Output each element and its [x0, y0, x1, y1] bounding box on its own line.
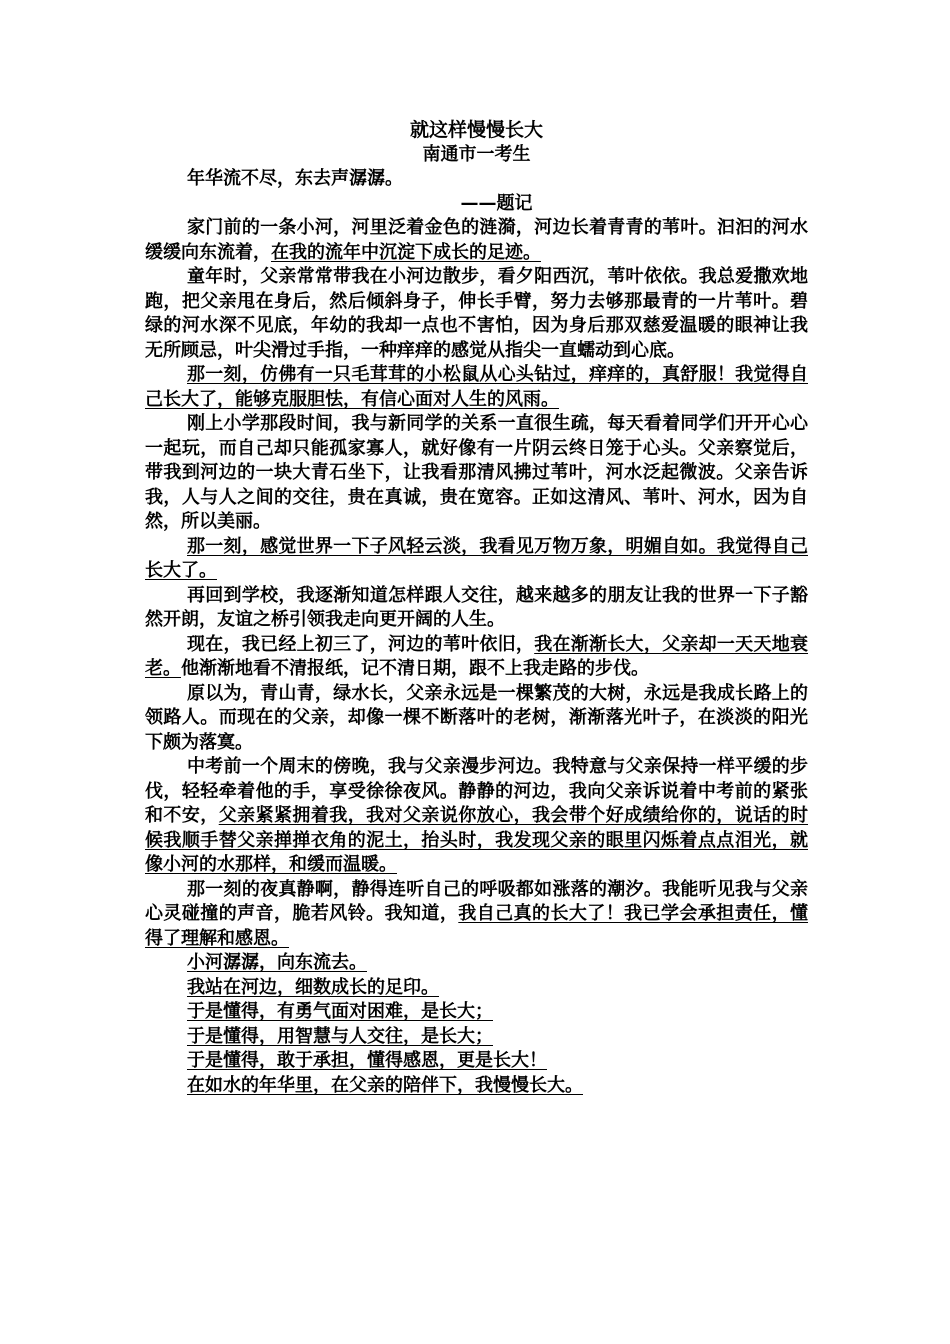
body-paragraph — [145, 265, 808, 363]
paragraph-text: 童年时，父亲常常带我在小河边散步，看夕阳西沉，苇叶依依。我总爱撒欢地跑，把父亲甩在身后，然后倾斜身子，伸长手臂，努力去够那最青的一片苇叶。碧绿的河水深不见底，年幼的我却一点也不害怕，因为身后那双慈爱温暖的眼神让我无所顾忌，叶尖滑过手指，一种痒痒的感觉从指尖一直蠕动到心底。 — [145, 266, 808, 361]
poem-line-row — [145, 1000, 808, 1025]
paragraph-text: 原以为，青山青，绿水长，父亲永远是一棵繁茂的大树，永远是我成长路上的领路人。而现在的父亲，却像一棵不断落叶的老树，渐渐落光叶子，在淡淡的阳光下颇为落寞。 — [145, 682, 808, 753]
paragraph-text: 那一刻的夜真静啊，静得连听自己的呼吸都如涨落的潮汐。我能听见我与父亲心灵碰撞的声音，脆若风铃。我知道， — [145, 878, 808, 924]
body-paragraph — [145, 584, 808, 633]
poem-line: 于是懂得，敢于承担，懂得感恩，更是长大！ — [187, 1050, 547, 1071]
body-paragraph — [145, 535, 808, 584]
underlined-text: 那一刻，感觉世界一下子风轻云淡，我看见万物万象，明媚自如。我觉得自己长大了。 — [145, 535, 808, 581]
epigraph: 年华流不尽，东去声潺潺。 — [187, 168, 403, 189]
paragraph-text: 中考前一个周末的傍晚，我与父亲漫步河边。我特意与父亲保持一样平缓的步伐，轻轻牵着他的手，享受徐徐夜风。静静的河边，我向父亲诉说着中考前的紧张和不安， — [145, 756, 808, 826]
underlined-text: 我自己真的长大了！我已学会承担责任，懂得了理解和感恩。 — [145, 903, 809, 949]
underlined-text: 我在渐渐长大，父亲却一天天地衰老。 — [145, 633, 809, 679]
closing-poem — [145, 951, 808, 1098]
poem-line: 在如水的年华里，在父亲的陪伴下，我慢慢长大。 — [187, 1074, 583, 1096]
body-paragraph — [145, 682, 808, 756]
poem-line-row — [145, 951, 808, 976]
body-paragraph — [145, 363, 808, 412]
body-paragraph — [145, 633, 808, 682]
essay-page — [145, 118, 808, 1098]
body-paragraph — [145, 216, 808, 265]
epigraph-source: ——题记 — [460, 192, 533, 214]
paragraph-text: 家门前的一条小河，河里泛着金色的涟漪，河边长着青青的苇叶。汩汩的河水缓缓向东流着， — [145, 217, 808, 263]
underlined-text: 父亲紧紧拥着我，我对父亲说你放心，我会带个好成绩给你的，说话的时候我顺手替父亲掸掸衣角的泥土，抬头时，我发现父亲的眼里闪烁着点点泪光，就像小河的水那样，和缓而温暖。 — [145, 805, 809, 875]
body-paragraph — [145, 878, 808, 952]
essay-body — [145, 216, 808, 951]
essay-author: 南通市一考生 — [422, 143, 531, 165]
poem-line-row — [145, 1025, 808, 1050]
poem-line: 于是懂得，有勇气面对困难，是长大； — [187, 1001, 493, 1022]
body-paragraph — [145, 755, 808, 878]
paragraph-text: 刚上小学那段时间，我与新同学的关系一直很生疏，每天看着同学们开开心心一起玩，而自己却只能孤家寡人，就好像有一片阴云终日笼于心头。父亲察觉后，带我到河边的一块大青石坐下，让我看那清风拂过苇叶，河水泛起微波。父亲告诉我，人与人之间的交往，贵在真诚，贵在宽容。正如这清风、苇叶、河水，因为自然，所以美丽。 — [145, 413, 808, 532]
poem-line-row — [145, 1049, 808, 1074]
essay-title: 就这样慢慢长大 — [409, 119, 543, 141]
poem-line: 于是懂得，用智慧与人交往，是长大； — [187, 1025, 493, 1047]
poem-line-row — [145, 976, 808, 1001]
poem-line: 小河潺潺，向东流去。 — [187, 952, 367, 973]
underlined-text: 那一刻，仿佛有一只毛茸茸的小松鼠从心头钻过，痒痒的，真舒服！我觉得自己长大了，能够克服胆怯，有信心面对人生的风雨。 — [145, 364, 808, 410]
paragraph-text: 他渐渐地看不清报纸，记不清日期，跟不上我走路的步伐。 — [181, 658, 649, 679]
paragraph-text: 现在，我已经上初三了，河边的苇叶依旧， — [187, 633, 535, 655]
body-paragraph — [145, 412, 808, 535]
underlined-text: 在我的流年中沉淀下成长的足迹。 — [271, 241, 541, 263]
paragraph-text: 再回到学校，我逐渐知道怎样跟人交往，越来越多的朋友让我的世界一下子豁然开朗，友谊之桥引领我走向更开阔的人生。 — [145, 584, 808, 630]
poem-line-row — [145, 1074, 808, 1099]
poem-line: 我站在河边，细数成长的足印。 — [187, 976, 439, 998]
